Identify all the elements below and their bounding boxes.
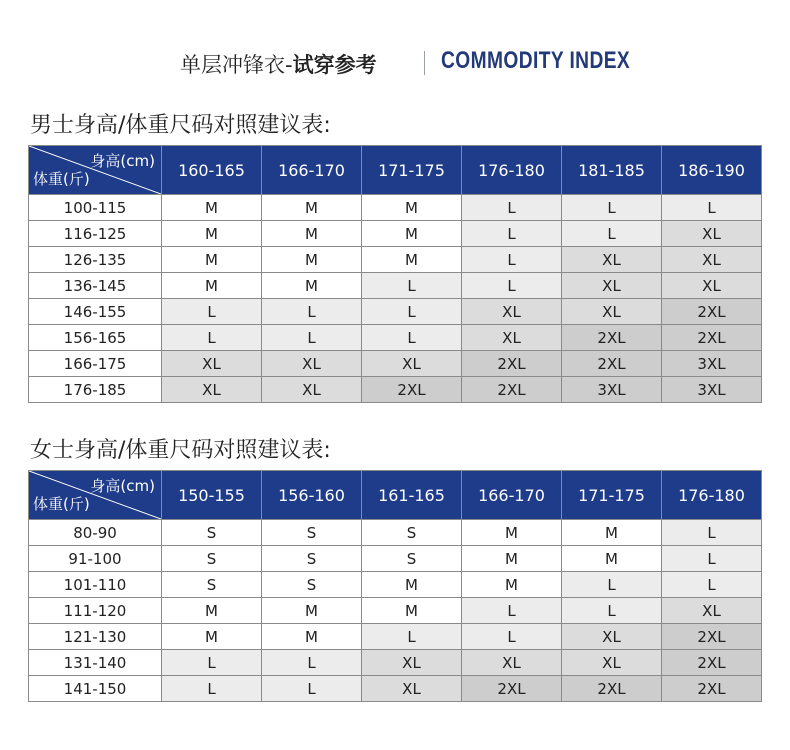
size-cell: XL	[262, 377, 362, 403]
size-cell: S	[362, 520, 462, 546]
size-cell: 2XL	[562, 351, 662, 377]
size-cell: XL	[162, 351, 262, 377]
size-cell: S	[262, 520, 362, 546]
weight-axis-label: 体重(斤)	[33, 495, 90, 513]
table-row	[29, 377, 762, 403]
size-cell: L	[362, 624, 462, 650]
men-corner-header	[29, 146, 162, 195]
weight-range-cell: 141-150	[29, 676, 162, 702]
size-cell: L	[362, 325, 462, 351]
size-cell: M	[262, 247, 362, 273]
size-cell: 2XL	[662, 624, 762, 650]
size-cell: M	[262, 195, 362, 221]
weight-range-cell: 111-120	[29, 598, 162, 624]
size-cell: M	[162, 195, 262, 221]
size-cell: XL	[362, 351, 462, 377]
table-row	[29, 676, 762, 702]
size-cell: XL	[662, 221, 762, 247]
size-cell: M	[162, 247, 262, 273]
size-cell: M	[262, 624, 362, 650]
size-cell: M	[362, 598, 462, 624]
height-column-header: 171-175	[362, 146, 462, 195]
table-row	[29, 351, 762, 377]
size-cell: L	[662, 572, 762, 598]
size-cell: XL	[162, 377, 262, 403]
size-cell: 3XL	[662, 377, 762, 403]
size-cell: S	[162, 572, 262, 598]
header-title-cn-bold: 试穿参考	[292, 53, 377, 77]
size-cell: XL	[662, 273, 762, 299]
women-header-row	[29, 471, 762, 520]
weight-range-cell: 116-125	[29, 221, 162, 247]
height-column-header: 160-165	[162, 146, 262, 195]
size-cell: L	[262, 325, 362, 351]
weight-range-cell: 156-165	[29, 325, 162, 351]
height-column-header: 176-180	[662, 471, 762, 520]
size-cell: 2XL	[662, 650, 762, 676]
size-cell: S	[262, 546, 362, 572]
header-divider	[424, 51, 425, 75]
weight-range-cell: 131-140	[29, 650, 162, 676]
size-cell: L	[562, 572, 662, 598]
height-column-header: 150-155	[162, 471, 262, 520]
table-row	[29, 572, 762, 598]
height-column-header: 166-170	[462, 471, 562, 520]
size-cell: XL	[462, 650, 562, 676]
size-cell: 2XL	[662, 325, 762, 351]
size-cell: L	[462, 195, 562, 221]
size-cell: 2XL	[462, 676, 562, 702]
size-cell: S	[362, 546, 462, 572]
size-cell: 2XL	[662, 676, 762, 702]
header-title-cn	[180, 49, 377, 79]
size-cell: L	[462, 624, 562, 650]
size-cell: XL	[462, 325, 562, 351]
size-cell: 3XL	[562, 377, 662, 403]
size-cell: L	[662, 195, 762, 221]
size-cell: L	[162, 299, 262, 325]
weight-range-cell: 100-115	[29, 195, 162, 221]
size-cell: S	[162, 546, 262, 572]
size-cell: S	[262, 572, 362, 598]
table-row	[29, 299, 762, 325]
size-cell: M	[562, 546, 662, 572]
size-cell: L	[662, 546, 762, 572]
size-cell: M	[262, 598, 362, 624]
height-column-header: 171-175	[562, 471, 662, 520]
women-corner-header	[29, 471, 162, 520]
height-column-header: 186-190	[662, 146, 762, 195]
men-size-table	[28, 145, 762, 403]
table-row	[29, 546, 762, 572]
size-cell: 2XL	[562, 325, 662, 351]
size-cell: L	[662, 520, 762, 546]
table-row	[29, 520, 762, 546]
weight-range-cell: 126-135	[29, 247, 162, 273]
weight-range-cell: 101-110	[29, 572, 162, 598]
weight-range-cell: 136-145	[29, 273, 162, 299]
size-cell: XL	[662, 247, 762, 273]
size-cell: M	[362, 195, 462, 221]
size-cell: L	[462, 598, 562, 624]
size-cell: L	[162, 650, 262, 676]
page-header	[0, 47, 790, 79]
size-cell: L	[262, 650, 362, 676]
height-column-header: 166-170	[262, 146, 362, 195]
size-cell: L	[362, 299, 462, 325]
size-cell: M	[462, 546, 562, 572]
women-size-table	[28, 470, 762, 702]
weight-range-cell: 80-90	[29, 520, 162, 546]
table-row	[29, 650, 762, 676]
table-row	[29, 598, 762, 624]
table-row	[29, 247, 762, 273]
size-cell: L	[362, 273, 462, 299]
men-header-row	[29, 146, 762, 195]
size-cell: M	[362, 572, 462, 598]
size-cell: M	[162, 221, 262, 247]
weight-range-cell: 146-155	[29, 299, 162, 325]
size-cell: 2XL	[562, 676, 662, 702]
size-cell: M	[162, 598, 262, 624]
size-cell: M	[362, 221, 462, 247]
size-cell: 2XL	[462, 377, 562, 403]
weight-range-cell: 166-175	[29, 351, 162, 377]
size-cell: XL	[362, 676, 462, 702]
size-cell: L	[562, 598, 662, 624]
men-section-title: 男士身高/体重尺码对照建议表:	[30, 113, 331, 138]
height-column-header: 156-160	[262, 471, 362, 520]
weight-axis-label: 体重(斤)	[33, 170, 90, 188]
height-column-header: 181-185	[562, 146, 662, 195]
size-cell: M	[362, 247, 462, 273]
header-title-en: COMMODITY INDEX	[441, 47, 631, 74]
size-cell: XL	[262, 351, 362, 377]
size-cell: 2XL	[662, 299, 762, 325]
size-cell: XL	[462, 299, 562, 325]
size-cell: XL	[562, 624, 662, 650]
size-cell: L	[462, 221, 562, 247]
size-cell: L	[162, 325, 262, 351]
size-cell: 2XL	[362, 377, 462, 403]
size-cell: L	[262, 676, 362, 702]
weight-range-cell: 91-100	[29, 546, 162, 572]
header-title-cn-light: 单层冲锋衣-	[180, 53, 293, 77]
size-cell: M	[462, 572, 562, 598]
size-cell: L	[462, 273, 562, 299]
table-row	[29, 624, 762, 650]
size-cell: XL	[362, 650, 462, 676]
size-cell: M	[162, 273, 262, 299]
size-cell: XL	[562, 299, 662, 325]
table-row	[29, 221, 762, 247]
size-cell: XL	[662, 598, 762, 624]
weight-range-cell: 176-185	[29, 377, 162, 403]
height-column-header: 161-165	[362, 471, 462, 520]
size-cell: XL	[562, 650, 662, 676]
size-cell: M	[162, 624, 262, 650]
size-cell: 2XL	[462, 351, 562, 377]
table-row	[29, 273, 762, 299]
height-column-header: 176-180	[462, 146, 562, 195]
size-cell: XL	[562, 247, 662, 273]
size-cell: L	[562, 221, 662, 247]
table-row	[29, 195, 762, 221]
size-cell: L	[262, 299, 362, 325]
size-cell: M	[462, 520, 562, 546]
weight-range-cell: 121-130	[29, 624, 162, 650]
table-row	[29, 325, 762, 351]
women-section-title: 女士身高/体重尺码对照建议表:	[30, 438, 331, 463]
height-axis-label: 身高(cm)	[90, 152, 155, 170]
size-cell: M	[262, 221, 362, 247]
height-axis-label: 身高(cm)	[90, 477, 155, 495]
size-cell: L	[562, 195, 662, 221]
size-cell: L	[462, 247, 562, 273]
size-cell: M	[262, 273, 362, 299]
size-cell: S	[162, 520, 262, 546]
size-cell: M	[562, 520, 662, 546]
size-cell: 3XL	[662, 351, 762, 377]
size-cell: L	[162, 676, 262, 702]
size-cell: XL	[562, 273, 662, 299]
